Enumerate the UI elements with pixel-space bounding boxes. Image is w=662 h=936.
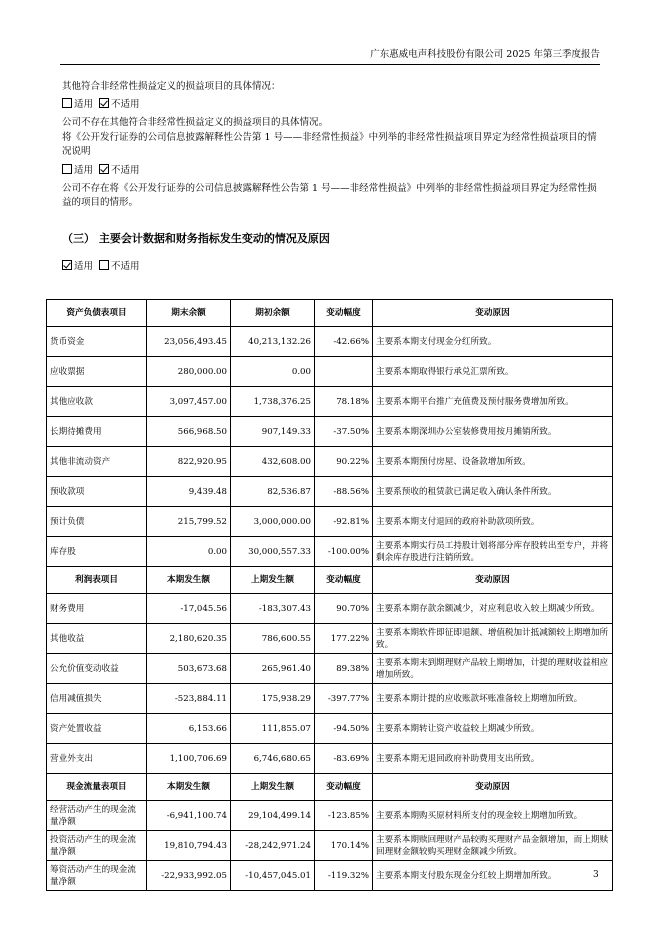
current-value-cell: -22,933,992.05: [147, 861, 231, 891]
item-name-cell: 其他收益: [47, 624, 147, 654]
table-row: [47, 507, 613, 537]
reason-cell: 主要系本期支付股东现金分红较上期增加所致。: [373, 861, 613, 891]
para-other-items: 其他符合非经常性损益定义的损益项目的具体情况：: [62, 81, 281, 92]
reason-cell: 主要系本期预付房屋、设备款增加所致。: [373, 447, 613, 477]
current-value-cell: 9,439.48: [147, 477, 231, 507]
checkbox-checked[interactable]: [62, 260, 72, 270]
reason-cell: 主要系预收的租赁款已满足收入确认条件所致。: [373, 477, 613, 507]
change-rate-cell: 90.70%: [315, 594, 373, 624]
table-row: [47, 537, 613, 567]
table-header-row: [47, 567, 613, 594]
prior-value-cell: 1,738,376.25: [231, 387, 315, 417]
current-value-cell: -6,941,100.74: [147, 801, 231, 831]
table-row: [47, 624, 613, 654]
column-header: 资产负债表项目: [47, 300, 147, 327]
table-row: [47, 357, 613, 387]
table-row: [47, 447, 613, 477]
table-row: [47, 594, 613, 624]
option-not-apply: 不适用: [111, 261, 140, 272]
change-rate-cell: -37.50%: [315, 417, 373, 447]
reason-cell: 主要系本期赎回理财产品较购买理财产品金额增加，而上期赎回理财金额较购买理财金额减少所致。: [373, 831, 613, 861]
current-value-cell: 6,153.66: [147, 714, 231, 744]
item-name-cell: 预收款项: [47, 477, 147, 507]
table-row: [47, 744, 613, 774]
prior-value-cell: 786,600.55: [231, 624, 315, 654]
reason-cell: 主要系本期无退回政府补助费用支出所致。: [373, 744, 613, 774]
column-header: 变动原因: [373, 567, 613, 594]
option-apply: 适用: [74, 165, 94, 176]
table-row: [47, 477, 613, 507]
prior-value-cell: 3,000,000.00: [231, 507, 315, 537]
column-header: 本期发生额: [147, 567, 231, 594]
reason-cell: 主要系本期转让资产收益较上期减少所致。: [373, 714, 613, 744]
item-name-cell: 其他应收款: [47, 387, 147, 417]
para-no-reclass: 公司不存在将《公开发行证券的公司信息披露解释性公告第 1 号——非经常性损益》中列举的非经常性损益项目界定为经常性损益的项目的情形。: [62, 183, 597, 208]
change-rate-cell: 89.38%: [315, 654, 373, 684]
prior-value-cell: -10,457,045.01: [231, 861, 315, 891]
current-value-cell: 23,056,493.45: [147, 327, 231, 357]
options-row-1: [62, 98, 602, 112]
prior-value-cell: 30,000,557.33: [231, 537, 315, 567]
table-row: [47, 417, 613, 447]
checkbox-unchecked[interactable]: [62, 98, 72, 108]
column-header: 本期发生额: [147, 774, 231, 801]
current-value-cell: 19,810,794.43: [147, 831, 231, 861]
option-apply: 适用: [74, 261, 94, 272]
table-row: [47, 654, 613, 684]
column-header: 变动幅度: [315, 300, 373, 327]
reason-cell: 主要系本期深圳办公室装修费用按月摊销所致。: [373, 417, 613, 447]
change-rate-cell: -88.56%: [315, 477, 373, 507]
current-value-cell: -17,045.56: [147, 594, 231, 624]
table-row: [47, 387, 613, 417]
change-rate-cell: -83.69%: [315, 744, 373, 774]
column-header: 利润表项目: [47, 567, 147, 594]
change-rate-cell: -92.81%: [315, 507, 373, 537]
option-not-apply: 不适用: [111, 165, 140, 176]
prior-value-cell: 29,104,499.14: [231, 801, 315, 831]
reason-cell: 主要系本期计提的应收账款坏账准备较上期增加所致。: [373, 684, 613, 714]
current-value-cell: 503,673.68: [147, 654, 231, 684]
option-apply: 适用: [74, 99, 94, 110]
prior-value-cell: 40,213,132.26: [231, 327, 315, 357]
current-value-cell: 215,799.52: [147, 507, 231, 537]
table-row: [47, 714, 613, 744]
change-rate-cell: -100.00%: [315, 537, 373, 567]
prior-value-cell: 265,961.40: [231, 654, 315, 684]
item-name-cell: 信用减值损失: [47, 684, 147, 714]
change-rate-cell: 78.18%: [315, 387, 373, 417]
table-row: [47, 684, 613, 714]
checkbox-unchecked[interactable]: [62, 164, 72, 174]
item-name-cell: 预计负债: [47, 507, 147, 537]
prior-value-cell: 82,536.87: [231, 477, 315, 507]
financial-changes-table: [46, 299, 613, 891]
item-name-cell: 财务费用: [47, 594, 147, 624]
item-name-cell: 应收票据: [47, 357, 147, 387]
table-row: [47, 801, 613, 831]
prior-value-cell: 6,746,680.65: [231, 744, 315, 774]
reason-cell: 主要系本期末到期理财产品较上期增加，计提的理财收益相应增加所致。: [373, 654, 613, 684]
reason-cell: 主要系本期购买原材料所支付的现金较上期增加所致。: [373, 801, 613, 831]
prior-value-cell: 432,608.00: [231, 447, 315, 477]
reason-cell: 主要系本期存款余额减少，对应利息收入较上期减少所致。: [373, 594, 613, 624]
current-value-cell: 3,097,457.00: [147, 387, 231, 417]
item-name-cell: 资产处置收益: [47, 714, 147, 744]
options-row-2: [62, 164, 602, 178]
table-row: [47, 861, 613, 891]
column-header: 上期发生额: [231, 567, 315, 594]
checkbox-checked[interactable]: [99, 98, 109, 108]
change-rate-cell: -94.50%: [315, 714, 373, 744]
change-rate-cell: [315, 357, 373, 387]
column-header: 变动幅度: [315, 567, 373, 594]
current-value-cell: 280,000.00: [147, 357, 231, 387]
option-not-apply: 不适用: [111, 99, 140, 110]
table-body: [47, 300, 613, 891]
column-header: 变动幅度: [315, 774, 373, 801]
prior-value-cell: 907,149.33: [231, 417, 315, 447]
para-no-other: 公司不存在其他符合非经常性损益定义的损益项目的具体情况。: [62, 117, 329, 128]
column-header: 期初余额: [231, 300, 315, 327]
item-name-cell: 经营活动产生的现金流量净额: [47, 801, 147, 831]
column-header: 变动原因: [373, 774, 613, 801]
current-value-cell: 1,100,706.69: [147, 744, 231, 774]
para-explanation: 将《公开发行证券的公司信息披露解释性公告第 1 号——非经常性损益》中列举的非经常性损益项目界定为经常性损益项目的情况说明: [62, 132, 597, 157]
table-row: [47, 831, 613, 861]
change-rate-cell: 90.22%: [315, 447, 373, 477]
item-name-cell: 其他非流动资产: [47, 447, 147, 477]
table-header-row: [47, 774, 613, 801]
column-header: 期末余额: [147, 300, 231, 327]
checkbox-unchecked[interactable]: [99, 260, 109, 270]
page-number: 3: [593, 870, 599, 880]
current-value-cell: -523,884.11: [147, 684, 231, 714]
change-rate-cell: -397.77%: [315, 684, 373, 714]
prior-value-cell: 175,938.29: [231, 684, 315, 714]
reason-cell: 主要系本期实行员工持股计划将部分库存股转出至专户，并将剩余库存股进行注销所致。: [373, 537, 613, 567]
item-name-cell: 营业外支出: [47, 744, 147, 774]
current-value-cell: 566,968.50: [147, 417, 231, 447]
options-row-3: [62, 260, 602, 274]
section-title: （三） 主要会计数据和财务指标发生变动的情况及原因: [62, 232, 330, 245]
table-row: [47, 327, 613, 357]
current-value-cell: 2,180,620.35: [147, 624, 231, 654]
item-name-cell: 投资活动产生的现金流量净额: [47, 831, 147, 861]
item-name-cell: 库存股: [47, 537, 147, 567]
prior-value-cell: -183,307.43: [231, 594, 315, 624]
item-name-cell: 货币资金: [47, 327, 147, 357]
item-name-cell: 长期待摊费用: [47, 417, 147, 447]
reason-cell: 主要系本期支付现金分红所致。: [373, 327, 613, 357]
reason-cell: 主要系本期支付退回的政府补助款项所致。: [373, 507, 613, 537]
reason-cell: 主要系本期平台推广充值费及预付服务费增加所致。: [373, 387, 613, 417]
change-rate-cell: -119.32%: [315, 861, 373, 891]
prior-value-cell: 111,855.07: [231, 714, 315, 744]
prior-value-cell: -28,242,971.24: [231, 831, 315, 861]
change-rate-cell: 170.14%: [315, 831, 373, 861]
change-rate-cell: -42.66%: [315, 327, 373, 357]
prior-value-cell: 0.00: [231, 357, 315, 387]
checkbox-checked[interactable]: [99, 164, 109, 174]
table-header-row: [47, 300, 613, 327]
page-header: 广东惠威电声科技股份有限公司 2025 年第三季度报告: [60, 46, 600, 65]
column-header: 上期发生额: [231, 774, 315, 801]
column-header: 变动原因: [373, 300, 613, 327]
change-rate-cell: -123.85%: [315, 801, 373, 831]
current-value-cell: 0.00: [147, 537, 231, 567]
change-rate-cell: 177.22%: [315, 624, 373, 654]
item-name-cell: 筹资活动产生的现金流量净额: [47, 861, 147, 891]
column-header: 现金流量表项目: [47, 774, 147, 801]
item-name-cell: 公允价值变动收益: [47, 654, 147, 684]
reason-cell: 主要系本期取得银行承兑汇票所致。: [373, 357, 613, 387]
current-value-cell: 822,920.95: [147, 447, 231, 477]
reason-cell: 主要系本期软件即征即退额、增值税加计抵减额较上期增加所致。: [373, 624, 613, 654]
